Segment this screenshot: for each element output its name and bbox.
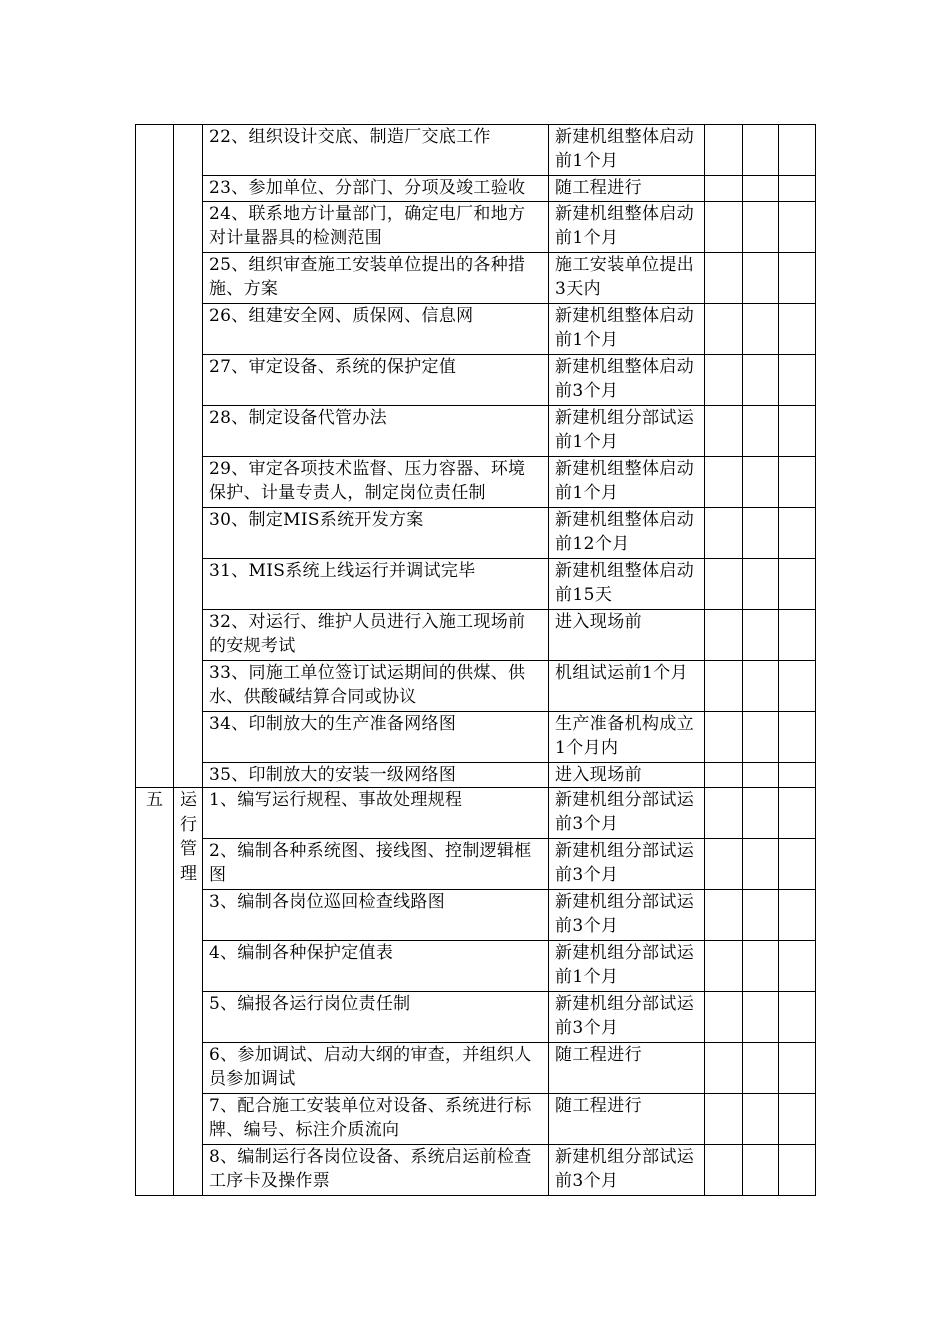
production-preparation-table bbox=[135, 124, 816, 1196]
table-row bbox=[136, 355, 816, 406]
blank-cell bbox=[779, 1094, 816, 1145]
blank-cell bbox=[705, 253, 743, 304]
deadline-cell: 新建机组分部试运前3个月 bbox=[549, 788, 705, 839]
table-row bbox=[136, 712, 816, 763]
deadline-cell: 机组试运前1个月 bbox=[549, 661, 705, 712]
task-cell: 26、组建安全网、质保网、信息网 bbox=[203, 304, 549, 355]
blank-cell bbox=[779, 712, 816, 763]
table-row bbox=[136, 661, 816, 712]
section-category-cell bbox=[174, 125, 203, 788]
blank-cell bbox=[705, 763, 743, 788]
task-cell: 27、审定设备、系统的保护定值 bbox=[203, 355, 549, 406]
blank-cell bbox=[743, 457, 779, 508]
task-cell: 22、组织设计交底、制造厂交底工作 bbox=[203, 125, 549, 176]
blank-cell bbox=[743, 304, 779, 355]
blank-cell bbox=[779, 202, 816, 253]
table-row bbox=[136, 1094, 816, 1145]
blank-cell bbox=[779, 890, 816, 941]
table-body bbox=[136, 125, 816, 1196]
blank-cell bbox=[705, 941, 743, 992]
blank-cell bbox=[743, 941, 779, 992]
table-row bbox=[136, 457, 816, 508]
deadline-cell: 生产准备机构成立1个月内 bbox=[549, 712, 705, 763]
section-category-label: 运行管理 bbox=[180, 790, 197, 884]
task-cell: 5、编报各运行岗位责任制 bbox=[203, 992, 549, 1043]
blank-cell bbox=[743, 712, 779, 763]
table-row bbox=[136, 1043, 816, 1094]
table-row bbox=[136, 788, 816, 839]
blank-cell bbox=[705, 839, 743, 890]
table-row bbox=[136, 610, 816, 661]
deadline-cell: 新建机组整体启动前15天 bbox=[549, 559, 705, 610]
blank-cell bbox=[743, 788, 779, 839]
deadline-cell: 进入现场前 bbox=[549, 763, 705, 788]
task-cell: 29、审定各项技术监督、压力容器、环境保护、计量专责人，制定岗位责任制 bbox=[203, 457, 549, 508]
deadline-cell: 新建机组分部试运前1个月 bbox=[549, 941, 705, 992]
blank-cell bbox=[743, 1094, 779, 1145]
deadline-cell: 随工程进行 bbox=[549, 1043, 705, 1094]
task-cell: 3、编制各岗位巡回检查线路图 bbox=[203, 890, 549, 941]
deadline-cell: 新建机组整体启动前12个月 bbox=[549, 508, 705, 559]
blank-cell bbox=[705, 661, 743, 712]
blank-cell bbox=[779, 1043, 816, 1094]
section-number-cell: 五 bbox=[136, 788, 174, 1196]
task-cell: 33、同施工单位签订试运期间的供煤、供水、供酸碱结算合同或协议 bbox=[203, 661, 549, 712]
blank-cell bbox=[705, 559, 743, 610]
blank-cell bbox=[743, 176, 779, 202]
deadline-cell: 新建机组分部试运前3个月 bbox=[549, 839, 705, 890]
blank-cell bbox=[779, 992, 816, 1043]
deadline-cell: 新建机组整体启动前1个月 bbox=[549, 304, 705, 355]
blank-cell bbox=[743, 253, 779, 304]
blank-cell bbox=[743, 1145, 779, 1196]
blank-cell bbox=[743, 355, 779, 406]
table-row bbox=[136, 839, 816, 890]
blank-cell bbox=[705, 125, 743, 176]
task-cell: 30、制定MIS系统开发方案 bbox=[203, 508, 549, 559]
table-row bbox=[136, 176, 816, 202]
blank-cell bbox=[705, 202, 743, 253]
deadline-cell: 新建机组分部试运前3个月 bbox=[549, 890, 705, 941]
blank-cell bbox=[779, 355, 816, 406]
table-row bbox=[136, 559, 816, 610]
blank-cell bbox=[743, 992, 779, 1043]
blank-cell bbox=[779, 508, 816, 559]
blank-cell bbox=[779, 661, 816, 712]
blank-cell bbox=[779, 253, 816, 304]
task-cell: 32、对运行、维护人员进行入施工现场前的安规考试 bbox=[203, 610, 549, 661]
deadline-cell: 新建机组整体启动前3个月 bbox=[549, 355, 705, 406]
table-row bbox=[136, 125, 816, 176]
blank-cell bbox=[779, 839, 816, 890]
deadline-cell: 随工程进行 bbox=[549, 1094, 705, 1145]
task-cell: 31、MIS系统上线运行并调试完毕 bbox=[203, 559, 549, 610]
deadline-cell: 新建机组分部试运前1个月 bbox=[549, 406, 705, 457]
task-cell: 28、制定设备代管办法 bbox=[203, 406, 549, 457]
blank-cell bbox=[743, 763, 779, 788]
blank-cell bbox=[705, 457, 743, 508]
task-cell: 35、印制放大的安装一级网络图 bbox=[203, 763, 549, 788]
table-row bbox=[136, 763, 816, 788]
blank-cell bbox=[743, 202, 779, 253]
blank-cell bbox=[779, 763, 816, 788]
blank-cell bbox=[705, 304, 743, 355]
deadline-cell: 随工程进行 bbox=[549, 176, 705, 202]
task-cell: 4、编制各种保护定值表 bbox=[203, 941, 549, 992]
blank-cell bbox=[743, 508, 779, 559]
table-row bbox=[136, 253, 816, 304]
table-row bbox=[136, 406, 816, 457]
task-cell: 7、配合施工安装单位对设备、系统进行标牌、编号、标注介质流向 bbox=[203, 1094, 549, 1145]
blank-cell bbox=[779, 941, 816, 992]
blank-cell bbox=[743, 1043, 779, 1094]
blank-cell bbox=[705, 890, 743, 941]
deadline-cell: 新建机组分部试运前3个月 bbox=[549, 992, 705, 1043]
blank-cell bbox=[705, 788, 743, 839]
blank-cell bbox=[779, 304, 816, 355]
task-cell: 25、组织审查施工安装单位提出的各种措施、方案 bbox=[203, 253, 549, 304]
blank-cell bbox=[779, 125, 816, 176]
blank-cell bbox=[779, 788, 816, 839]
table-row bbox=[136, 941, 816, 992]
blank-cell bbox=[779, 457, 816, 508]
table-row bbox=[136, 508, 816, 559]
table-row bbox=[136, 992, 816, 1043]
blank-cell bbox=[705, 1043, 743, 1094]
blank-cell bbox=[743, 610, 779, 661]
section-number-cell bbox=[136, 125, 174, 788]
deadline-cell: 新建机组分部试运前3个月 bbox=[549, 1145, 705, 1196]
task-cell: 24、联系地方计量部门，确定电厂和地方对计量器具的检测范围 bbox=[203, 202, 549, 253]
blank-cell bbox=[705, 355, 743, 406]
section-category-cell bbox=[174, 788, 203, 1196]
blank-cell bbox=[743, 559, 779, 610]
task-cell: 8、编制运行各岗位设备、系统启运前检查工序卡及操作票 bbox=[203, 1145, 549, 1196]
blank-cell bbox=[705, 610, 743, 661]
blank-cell bbox=[705, 992, 743, 1043]
blank-cell bbox=[779, 559, 816, 610]
task-cell: 1、编写运行规程、事故处理规程 bbox=[203, 788, 549, 839]
task-cell: 6、参加调试、启动大纲的审查，并组织人员参加调试 bbox=[203, 1043, 549, 1094]
blank-cell bbox=[743, 839, 779, 890]
deadline-cell: 新建机组整体启动前1个月 bbox=[549, 457, 705, 508]
task-cell: 23、参加单位、分部门、分项及竣工验收 bbox=[203, 176, 549, 202]
table-row bbox=[136, 1145, 816, 1196]
blank-cell bbox=[743, 406, 779, 457]
table-row bbox=[136, 202, 816, 253]
blank-cell bbox=[705, 712, 743, 763]
deadline-cell: 新建机组整体启动前1个月 bbox=[549, 202, 705, 253]
deadline-cell: 施工安装单位提出3天内 bbox=[549, 253, 705, 304]
deadline-cell: 进入现场前 bbox=[549, 610, 705, 661]
blank-cell bbox=[779, 1145, 816, 1196]
blank-cell bbox=[779, 610, 816, 661]
blank-cell bbox=[705, 1094, 743, 1145]
task-cell: 2、编制各种系统图、接线图、控制逻辑框图 bbox=[203, 839, 549, 890]
task-cell: 34、印制放大的生产准备网络图 bbox=[203, 712, 549, 763]
table-row bbox=[136, 890, 816, 941]
deadline-cell: 新建机组整体启动前1个月 bbox=[549, 125, 705, 176]
blank-cell bbox=[705, 406, 743, 457]
blank-cell bbox=[779, 176, 816, 202]
blank-cell bbox=[705, 508, 743, 559]
blank-cell bbox=[705, 1145, 743, 1196]
blank-cell bbox=[743, 125, 779, 176]
blank-cell bbox=[705, 176, 743, 202]
blank-cell bbox=[743, 661, 779, 712]
blank-cell bbox=[743, 890, 779, 941]
table-row bbox=[136, 304, 816, 355]
blank-cell bbox=[779, 406, 816, 457]
